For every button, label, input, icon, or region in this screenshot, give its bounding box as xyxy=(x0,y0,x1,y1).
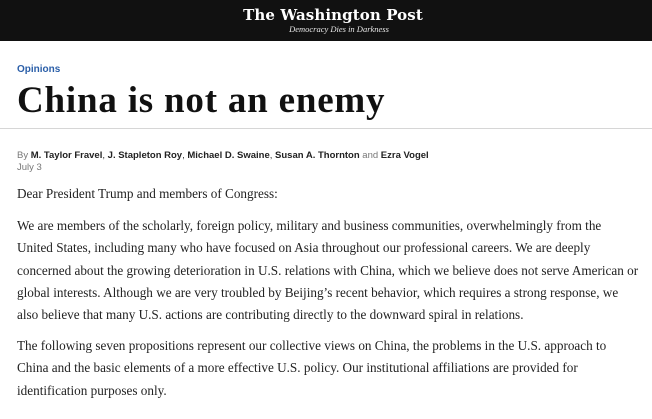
author-link[interactable]: J. Stapleton Roy xyxy=(107,150,183,161)
washington-post-logo[interactable]: The Washington Post xyxy=(243,5,423,24)
author-link[interactable]: Michael D. Swaine xyxy=(187,150,270,161)
byline-separator: , xyxy=(102,150,106,161)
headline-divider xyxy=(0,128,652,129)
author-link[interactable]: Susan A. Thornton xyxy=(275,150,360,161)
section-link-opinions[interactable]: Opinions xyxy=(17,64,61,75)
article-paragraph: The following seven propositions represent our collective views on China, the problems in the U.S. approach to China and the basic elements of a more effective U.S. policy. Our institutional affiliations are provided for identification purposes only. xyxy=(17,338,607,398)
author-link[interactable]: M. Taylor Fravel xyxy=(30,150,103,161)
masthead xyxy=(0,0,652,41)
article-headline: China is not an enemy xyxy=(17,80,386,121)
article-content xyxy=(0,64,652,402)
byline-separator: , xyxy=(269,150,273,161)
article-body xyxy=(17,183,640,402)
byline xyxy=(17,150,640,162)
article-paragraph: Dear President Trump and members of Congress: xyxy=(17,186,278,201)
publish-date: July 3 xyxy=(17,162,42,173)
masthead-tagline: Democracy Dies in Darkness xyxy=(289,23,389,34)
article-paragraph: We are members of the scholarly, foreign policy, military and business communities, overwhelmingly from the United States, including many who have focused on Asia throughout our professional careers. We are deeply concerned about the growing deterioration in U.S. relations with China, which we believe does not serve American or global interests. Although we are very troubled by Beijing’s recent behavior, which requires a strong response, we also believe that many U.S. actions are contributing directly to the downward spiral in relations. xyxy=(17,218,639,323)
byline-separator: , xyxy=(182,150,185,161)
byline-prefix: By xyxy=(17,150,29,161)
author-link[interactable]: Ezra Vogel xyxy=(380,150,429,161)
byline-conjunction: and xyxy=(362,150,379,161)
